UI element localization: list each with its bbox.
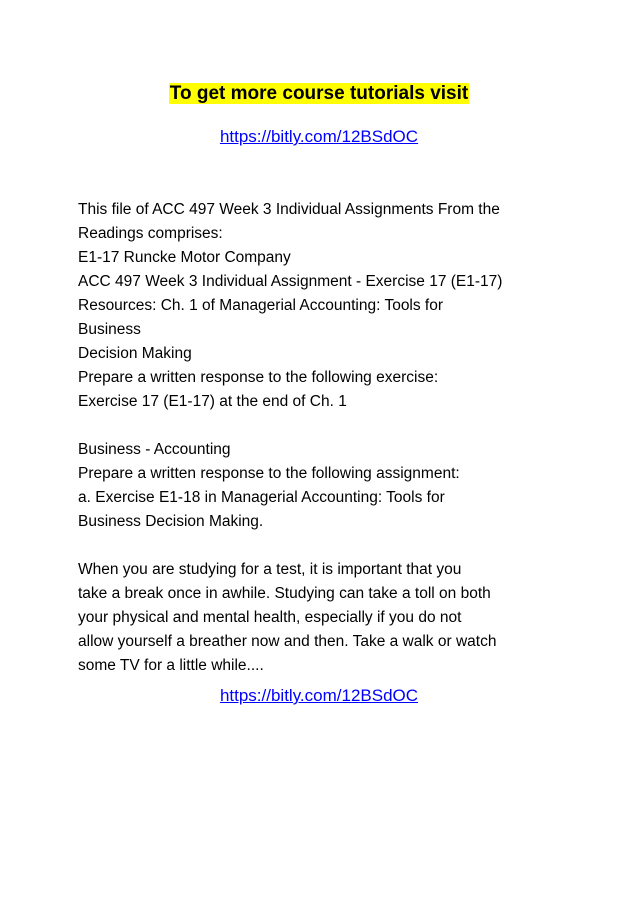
text-line: take a break once in awhile. Studying can take a toll on both (78, 585, 491, 602)
text-line: some TV for a little while.... (78, 657, 264, 674)
document-body (78, 198, 568, 678)
assignment-description (78, 198, 568, 414)
text-line: Resources: Ch. 1 of Managerial Accounting: Tools for (78, 297, 444, 314)
text-line: This file of ACC 497 Week 3 Individual Assignments From the (78, 201, 500, 218)
text-line: Prepare a written response to the following assignment: (78, 465, 460, 482)
text-line: your physical and mental health, especially if you do not (78, 609, 462, 626)
text-line: E1-17 Runcke Motor Company (78, 249, 291, 266)
text-line: Exercise 17 (E1-17) at the end of Ch. 1 (78, 393, 347, 410)
study-tip (78, 558, 568, 678)
text-line: ACC 497 Week 3 Individual Assignment - Exercise 17 (E1-17) (78, 273, 503, 290)
text-line: Business - Accounting (78, 441, 231, 458)
tutorial-link-top[interactable]: https://bitly.com/12BSdOC (219, 127, 419, 146)
text-line: Decision Making (78, 345, 192, 362)
text-line: Prepare a written response to the following exercise: (78, 369, 439, 386)
text-line: When you are studying for a test, it is important that you (78, 561, 462, 578)
tutorial-link-bottom[interactable]: https://bitly.com/12BSdOC (219, 686, 419, 705)
paragraph-gap (78, 414, 568, 438)
text-line: Business Decision Making. (78, 513, 264, 530)
text-line: allow yourself a breather now and then. Take a walk or watch (78, 633, 497, 650)
text-line: Readings comprises: (78, 225, 223, 242)
highlighted-title: To get more course tutorials visit (169, 83, 469, 104)
page-title (0, 80, 638, 108)
text-line: Business (78, 321, 141, 338)
assignment-instructions (78, 438, 568, 534)
paragraph-gap (78, 534, 568, 558)
text-line: a. Exercise E1-18 in Managerial Accounting: Tools for (78, 489, 445, 506)
